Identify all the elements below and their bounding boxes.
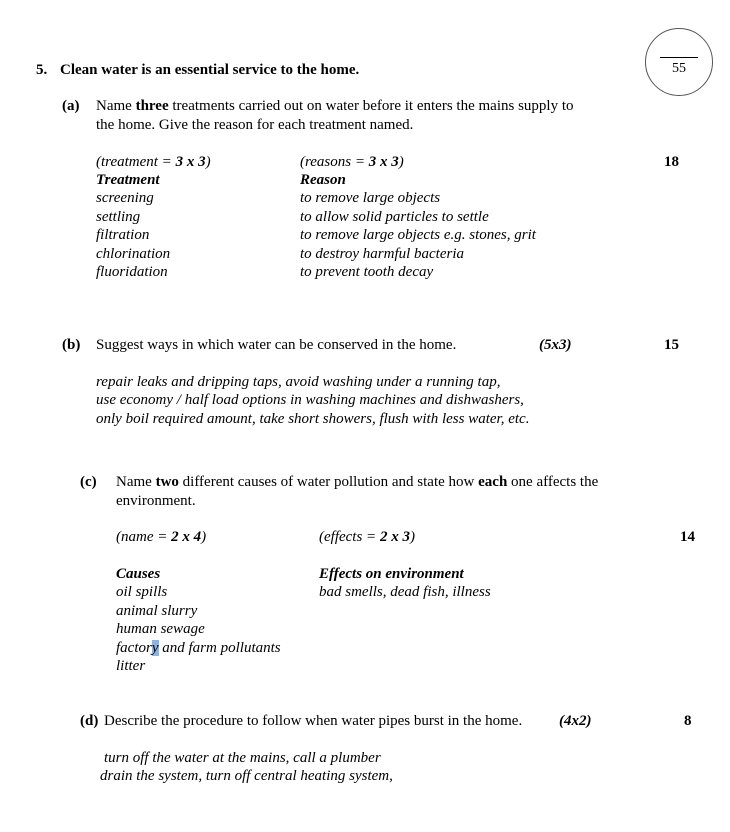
causes-header: Causes xyxy=(116,566,161,582)
part-d-question: Describe the procedure to follow when water pipes burst in the home. xyxy=(104,713,523,729)
reason-header: Reason xyxy=(300,172,346,188)
cause-item: litter xyxy=(116,658,146,674)
part-d-label: (d) xyxy=(80,713,99,729)
part-b-question: Suggest ways in which water can be conserved in the home. xyxy=(96,337,457,353)
cause-item: oil spills xyxy=(116,584,168,600)
question-number: 5. xyxy=(36,62,48,78)
cause-item: human sewage xyxy=(116,621,205,637)
effects-header: Effects on environment xyxy=(319,566,464,582)
reason-item: to prevent tooth decay xyxy=(300,264,434,280)
effects-item: bad smells, dead fish, illness xyxy=(319,584,491,600)
reason-item: to allow solid particles to settle xyxy=(300,209,489,225)
treatment-item: screening xyxy=(96,190,154,206)
part-b-allocation: (5x3) xyxy=(539,337,572,353)
treatment-item: filtration xyxy=(96,227,150,243)
part-b-marks: 15 xyxy=(664,337,679,353)
part-b-label: (b) xyxy=(62,337,81,353)
part-b-answer-line: repair leaks and dripping taps, avoid washing under a running tap, xyxy=(96,374,501,390)
treatment-header: Treatment xyxy=(96,172,160,188)
part-a-question-line1: Name three treatments carried out on water before it enters the mains supply to xyxy=(96,98,574,114)
reason-item: to remove large objects xyxy=(300,190,441,206)
part-b-answer-line: use economy / half load options in washing machines and dishwashers, xyxy=(96,392,524,408)
part-a-label: (a) xyxy=(62,98,80,114)
treatment-item: chlorination xyxy=(96,246,171,262)
treatment-item: settling xyxy=(96,209,141,225)
question-title: Clean water is an essential service to the home. xyxy=(60,62,360,78)
score-line xyxy=(660,57,698,58)
part-c-marks: 14 xyxy=(680,529,695,545)
part-c-right-marks: (effects = 2 x 3) xyxy=(319,529,415,545)
reason-item: to remove large objects e.g. stones, grit xyxy=(300,227,536,243)
text-selection-highlight: y xyxy=(151,640,159,656)
part-a-right-marks: (reasons = 3 x 3) xyxy=(300,154,404,170)
part-d-answer-line: drain the system, turn off central heating system, xyxy=(100,768,393,784)
part-d-allocation: (4x2) xyxy=(559,713,592,729)
part-a-left-marks: (treatment = 3 x 3) xyxy=(96,154,211,170)
part-c-label: (c) xyxy=(80,474,97,490)
part-c-question-line1: Name two different causes of water pollution and state how each one affects the xyxy=(116,474,599,490)
part-a-marks: 18 xyxy=(664,154,679,170)
cause-item: factory and farm pollutants xyxy=(116,640,281,656)
score-circle xyxy=(645,28,713,96)
part-c-left-marks: (name = 2 x 4) xyxy=(116,529,207,545)
part-d-answer-line: turn off the water at the mains, call a plumber xyxy=(104,750,381,766)
score-value: 55 xyxy=(672,61,686,76)
cause-item: animal slurry xyxy=(116,603,198,619)
part-d-marks: 8 xyxy=(684,713,692,729)
part-b-answer-line: only boil required amount, take short showers, flush with less water, etc. xyxy=(96,411,530,427)
part-c-question-line2: environment. xyxy=(116,493,196,509)
reason-item: to destroy harmful bacteria xyxy=(300,246,465,262)
part-a-question-line2: the home. Give the reason for each treatment named. xyxy=(96,117,414,133)
treatment-item: fluoridation xyxy=(96,264,168,280)
